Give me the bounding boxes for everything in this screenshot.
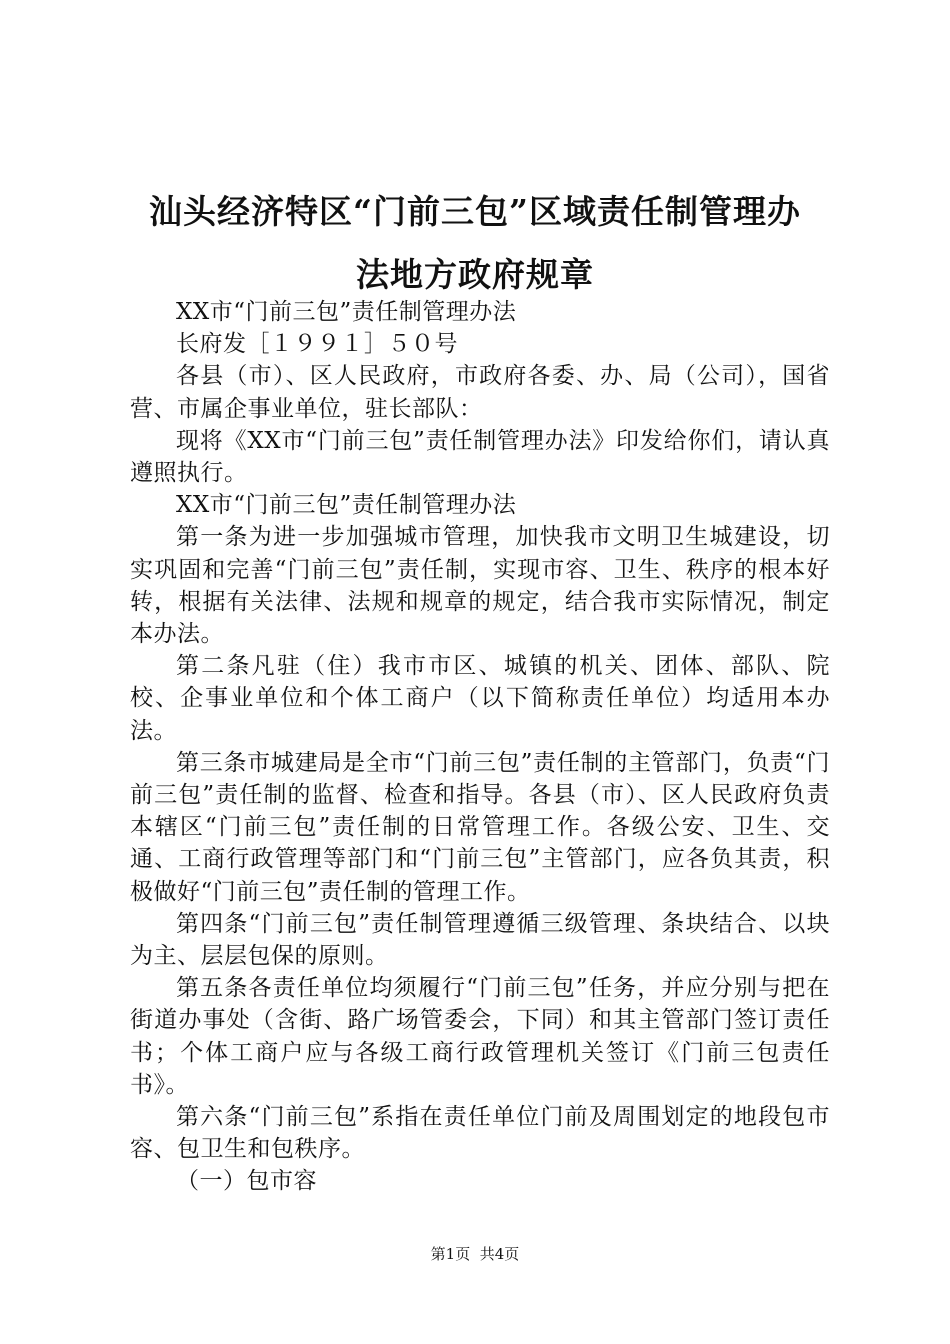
- paragraph: 现将《XX市“门前三包”责任制管理办法》印发给你们，请认真遵照执行。: [130, 427, 830, 487]
- paragraph: XX市“门前三包”责任制管理办法: [176, 492, 517, 519]
- paragraph: 第四条“门前三包”责任制管理遵循三级管理、条块结合、以块为主、层层包保的原则。: [130, 910, 830, 970]
- title-line-1: 汕头经济特区“门前三包”区域责任制管理办: [149, 192, 801, 231]
- paragraph: 第六条“门前三包”系指在责任单位门前及周围划定的地段包市容、包卫生和包秩序。: [130, 1104, 830, 1163]
- document-title: [110, 180, 840, 306]
- paragraph: （一）包市容: [176, 1168, 317, 1195]
- paragraph: XX市“门前三包”责任制管理办法: [176, 299, 517, 325]
- page-total: 共4页: [479, 1245, 520, 1263]
- paragraph: 长府发［１９９１］５０号: [176, 331, 458, 358]
- document-body: [130, 296, 830, 1198]
- footer-spacer: [470, 1245, 480, 1263]
- paragraph: 各县（市）、区人民政府，市政府各委、办、局（公司），国省营、市属企事业单位，驻长部队：: [130, 363, 830, 422]
- paragraph: 第二条凡驻（住）我市市区、城镇的机关、团体、部队、院校、企事业单位和个体工商户（以下简称责任单位）均适用本办法。: [130, 653, 830, 744]
- paragraph: 第三条市城建局是全市“门前三包”责任制的主管部门，负责“门前三包”责任制的监督、检查和指导。各县（市）、区人民政府负责本辖区“门前三包”责任制的日常管理工作。各级公安、卫生、交通、工商行政管理等部门和“门前三包”主管部门，应各负其责，积极做好“门前三包”责任制的管理工作。: [130, 749, 830, 905]
- paragraph: 第五条各责任单位均须履行“门前三包”任务，并应分别与把在街道办事处（含街、路广场管委会，下同）和其主管部门签订责任书；个体工商户应与各级工商行政管理机关签订《门前三包责任书》。: [130, 975, 830, 1098]
- page-footer: [0, 1244, 950, 1264]
- title-line-2: 法地方政府规章: [356, 255, 594, 294]
- paragraph: 第一条为进一步加强城市管理，加快我市文明卫生城建设，切实巩固和完善“门前三包”责任制，实现市容、卫生、秩序的根本好转，根据有关法律、法规和规章的规定，结合我市实际情况，制定本办法。: [130, 524, 830, 648]
- page-number: 第1页: [430, 1245, 471, 1263]
